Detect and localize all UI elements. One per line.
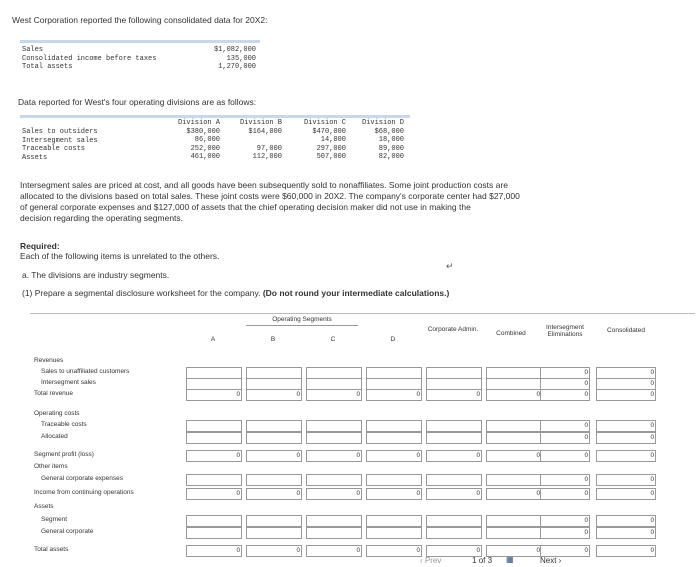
- label-income: Consolidated income before taxes: [22, 54, 157, 63]
- value-income: 135,000: [226, 54, 256, 63]
- worksheet-input-cell[interactable]: [246, 527, 302, 539]
- computed-zero: 0: [650, 452, 654, 459]
- worksheet-input-cell[interactable]: [486, 420, 542, 432]
- computed-zero: 0: [584, 452, 588, 459]
- row-label: Intersegment sales: [41, 379, 96, 386]
- next-button[interactable]: Next ›: [540, 556, 562, 565]
- divisions-table-bar: [20, 115, 410, 118]
- division-row-labels: [22, 128, 98, 162]
- required-label: Required:: [20, 241, 60, 251]
- div-label-interseg: Intersegment sales: [22, 136, 98, 145]
- page-current: 1: [472, 556, 477, 565]
- row-label: Total assets: [34, 546, 69, 553]
- part-1-text: [22, 288, 449, 299]
- page-total: of 3: [478, 556, 493, 565]
- row-label: Income from continuing operations: [34, 489, 134, 496]
- division-c-col: [298, 119, 346, 162]
- col-c-header: C: [330, 336, 336, 343]
- value-total-assets: 1,270,000: [218, 63, 256, 72]
- paragraph-line-3: of general corporate expenses and $127,000 of assets that the chief operating decision maker did not use in making the: [20, 202, 471, 212]
- row-label: Assets: [34, 503, 54, 510]
- worksheet-input-cell[interactable]: [366, 432, 422, 444]
- div-c-assets: 507,000: [316, 153, 346, 162]
- computed-zero: 0: [650, 380, 654, 387]
- part-1-note: (Do not round your intermediate calculations.): [262, 288, 450, 298]
- worksheet-input-cell[interactable]: [366, 527, 422, 539]
- row-label: Sales to unaffiliated customers: [41, 368, 130, 375]
- computed-zero: 0: [584, 380, 588, 387]
- worksheet-input-cell[interactable]: [246, 515, 302, 527]
- computed-zero: 0: [536, 490, 540, 497]
- computed-zero: 0: [356, 490, 360, 497]
- div-d-sales: $68,000: [374, 127, 404, 136]
- value-sales: $1,082,000: [213, 46, 256, 54]
- div-c-sales: $470,000: [312, 127, 346, 136]
- row-label: Allocated: [41, 433, 68, 440]
- computed-zero: 0: [584, 369, 588, 376]
- worksheet-input-cell[interactable]: [426, 527, 482, 539]
- computed-zero: 0: [296, 452, 300, 459]
- row-label: Segment profit (loss): [34, 451, 94, 458]
- div-label-traceable: Traceable costs: [22, 145, 86, 154]
- worksheet-input-cell[interactable]: [306, 420, 362, 432]
- row-label: Other items: [34, 463, 68, 470]
- computed-zero: 0: [584, 517, 588, 524]
- div-a-sales: $380,000: [186, 127, 220, 136]
- computed-zero: 0: [296, 391, 300, 398]
- intro-text: West Corporation reported the following consolidated data for 20X2:: [12, 15, 268, 25]
- computed-zero: 0: [650, 476, 654, 483]
- computed-zero: 0: [650, 434, 654, 441]
- col-b-header: B: [270, 336, 276, 343]
- grid-icon[interactable]: ▦: [506, 555, 514, 564]
- label-total-assets: Total assets: [22, 63, 73, 72]
- computed-zero: 0: [536, 391, 540, 398]
- computed-zero: 0: [416, 547, 420, 554]
- div-a-traceable: 252,000: [190, 144, 220, 153]
- worksheet-input-cell[interactable]: [186, 474, 242, 486]
- col-combined-header: Combined: [496, 330, 526, 337]
- computed-zero: 0: [650, 517, 654, 524]
- computed-zero: 0: [476, 547, 480, 554]
- required-text: Each of the following items is unrelated to the others.: [20, 251, 220, 261]
- computed-zero: 0: [476, 490, 480, 497]
- div-c-traceable: 297,000: [316, 144, 346, 153]
- div-c-header: Division C: [303, 119, 346, 127]
- row-label: Revenues: [34, 357, 64, 364]
- worksheet-input-cell[interactable]: [246, 432, 302, 444]
- computed-zero: 0: [416, 490, 420, 497]
- div-label-sales: Sales to outsiders: [22, 128, 98, 136]
- row-label: Segment: [41, 516, 68, 523]
- division-d-col: [356, 119, 404, 162]
- worksheet-input-cell[interactable]: [486, 474, 542, 486]
- computed-zero: 0: [416, 452, 420, 459]
- prev-label: Prev: [424, 556, 442, 565]
- worksheet-input-cell[interactable]: [186, 527, 242, 539]
- div-a-assets: 461,000: [190, 153, 220, 162]
- part-a-text: a. The divisions are industry segments.: [22, 270, 170, 280]
- computed-zero: 0: [236, 490, 240, 497]
- operating-segments-header: Operating Segments: [246, 316, 358, 326]
- computed-zero: 0: [476, 452, 480, 459]
- computed-zero: 0: [416, 391, 420, 398]
- worksheet-input-cell[interactable]: [306, 515, 362, 527]
- col-d-header: D: [390, 336, 396, 343]
- row-label: General corporate: [41, 528, 94, 535]
- computed-zero: 0: [584, 476, 588, 483]
- computed-zero: 0: [650, 422, 654, 429]
- part-1-main: (1) Prepare a segmental disclosure worksheet for the company.: [22, 288, 261, 298]
- computed-zero: 0: [236, 391, 240, 398]
- computed-zero: 0: [584, 422, 588, 429]
- div-c-interseg: 14,000: [320, 136, 346, 145]
- divisions-intro: Data reported for West's four operating divisions are as follows:: [18, 97, 257, 107]
- worksheet-input-cell[interactable]: [246, 420, 302, 432]
- consolidated-table-bar: [20, 40, 260, 43]
- computed-zero: 0: [236, 452, 240, 459]
- worksheet-input-cell[interactable]: [306, 474, 362, 486]
- computed-zero: 0: [584, 547, 588, 554]
- div-label-assets: Assets: [22, 153, 48, 162]
- col-corporate-header: Corporate Admin.: [427, 326, 479, 333]
- col-intersegment-header: Intersegment Eliminations: [546, 324, 584, 338]
- worksheet-input-cell[interactable]: [366, 420, 422, 432]
- computed-zero: 0: [650, 369, 654, 376]
- worksheet-input-cell[interactable]: [426, 474, 482, 486]
- div-a-header: Division A: [177, 119, 220, 127]
- col-consolidated-header: Consolidated: [607, 327, 645, 334]
- worksheet-input-cell[interactable]: [186, 420, 242, 432]
- computed-zero: 0: [476, 391, 480, 398]
- worksheet-input-cell[interactable]: [186, 432, 242, 444]
- div-b-header: Division B: [239, 119, 282, 127]
- computed-zero: 0: [536, 547, 540, 554]
- div-d-traceable: 89,000: [378, 144, 404, 153]
- div-b-assets: 112,000: [252, 153, 282, 162]
- paragraph-line-2: allocated to the divisions based on total sales. These joint costs were $60,000 in 20X2. The company's corporate center had $27,000: [20, 191, 520, 201]
- description-paragraph: [20, 180, 620, 224]
- col-a-header: A: [210, 336, 216, 343]
- consolidated-labels: [22, 46, 156, 72]
- label-sales: Sales: [22, 46, 44, 54]
- div-b-interseg: [234, 136, 282, 145]
- computed-zero: 0: [584, 529, 588, 536]
- worksheet-input-cell[interactable]: [426, 432, 482, 444]
- worksheet-input-cell[interactable]: [486, 515, 542, 527]
- consolidated-values: [190, 46, 256, 72]
- row-label: Total revenue: [34, 390, 74, 397]
- worksheet-input-cell[interactable]: [426, 515, 482, 527]
- next-label: Next: [540, 556, 557, 565]
- computed-zero: 0: [356, 452, 360, 459]
- computed-zero: 0: [536, 452, 540, 459]
- worksheet-input-cell[interactable]: [306, 432, 362, 444]
- paragraph-line-4: decision regarding the operating segments.: [20, 213, 184, 223]
- computed-zero: 0: [650, 547, 654, 554]
- computed-zero: 0: [584, 391, 588, 398]
- prev-button[interactable]: ‹ Prev: [420, 556, 442, 565]
- row-label: Operating costs: [34, 410, 80, 417]
- div-b-sales: $164,000: [248, 127, 282, 136]
- paragraph-line-1: Intersegment sales are priced at cost, and all goods have been subsequently sold to nonaffiliates. Some joint production costs are: [20, 180, 508, 190]
- worksheet-input-cell[interactable]: [246, 474, 302, 486]
- computed-zero: 0: [650, 529, 654, 536]
- computed-zero: 0: [650, 391, 654, 398]
- worksheet-input-cell[interactable]: [366, 474, 422, 486]
- division-b-col: [234, 119, 282, 162]
- worksheet-input-cell[interactable]: [186, 515, 242, 527]
- div-d-header: Division D: [361, 119, 404, 127]
- page-indicator: [472, 556, 492, 565]
- worksheet-input-cell[interactable]: [486, 432, 542, 444]
- worksheet-input-cell[interactable]: [486, 527, 542, 539]
- row-label: General corporate expenses: [41, 475, 124, 482]
- computed-zero: 0: [584, 434, 588, 441]
- computed-zero: 0: [650, 490, 654, 497]
- division-a-col: [172, 119, 220, 162]
- cursor-icon: ↵: [446, 261, 454, 271]
- computed-zero: 0: [584, 490, 588, 497]
- row-label: Traceable costs: [41, 421, 87, 428]
- worksheet-input-cell[interactable]: [306, 527, 362, 539]
- div-d-interseg: 18,000: [378, 136, 404, 145]
- worksheet-input-cell[interactable]: [426, 420, 482, 432]
- div-a-interseg: 86,000: [194, 136, 220, 145]
- div-b-traceable: 97,000: [256, 144, 282, 153]
- computed-zero: 0: [236, 547, 240, 554]
- worksheet-input-cell[interactable]: [366, 515, 422, 527]
- div-d-assets: 82,000: [378, 153, 404, 162]
- computed-zero: 0: [296, 547, 300, 554]
- computed-zero: 0: [356, 547, 360, 554]
- computed-zero: 0: [356, 391, 360, 398]
- computed-zero: 0: [296, 490, 300, 497]
